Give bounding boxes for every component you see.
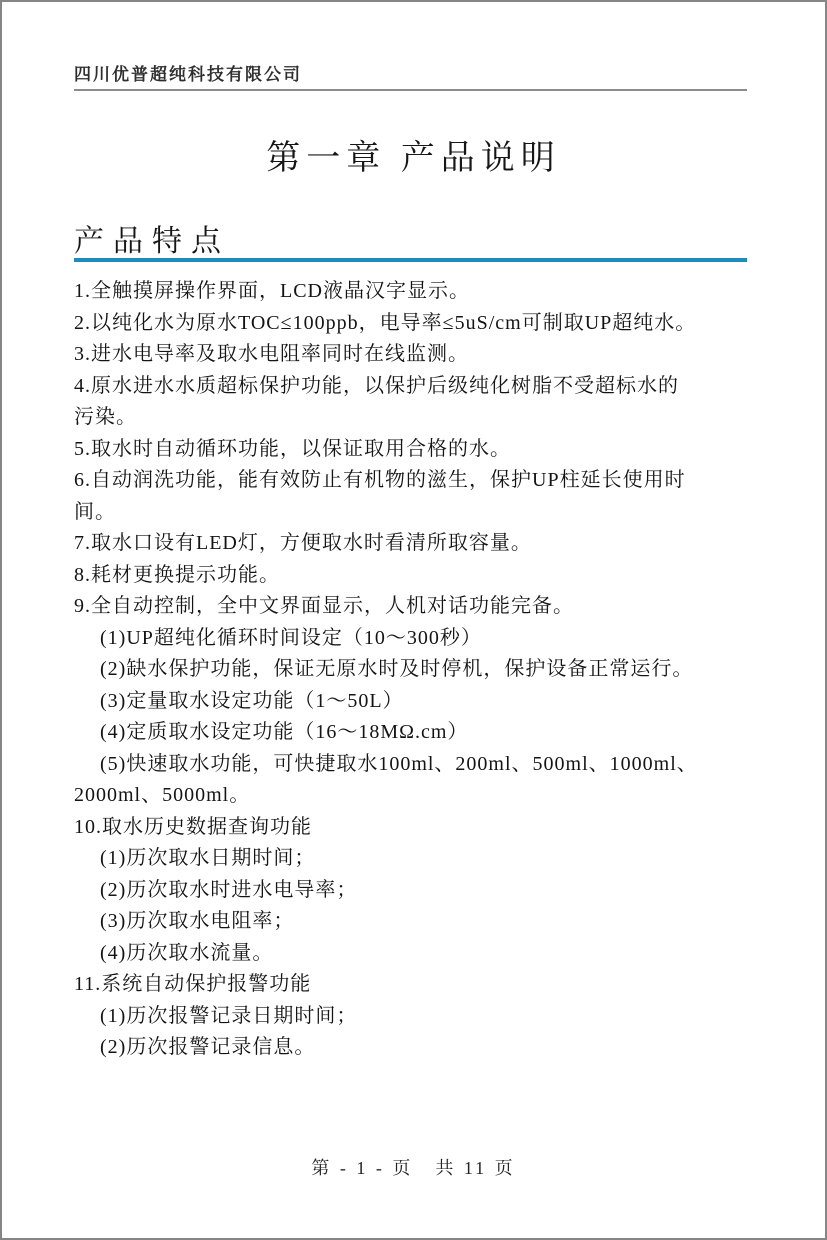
page-footer [2, 1154, 825, 1180]
feature-line: (1)历次报警记录日期时间； [100, 1004, 358, 1027]
page-total: 共 11 页 [435, 1158, 516, 1178]
feature-line: (2)历次报警记录信息。 [100, 1036, 316, 1058]
feature-line: 7.取水口设有LED灯，方便取水时看清所取容量。 [74, 532, 532, 554]
feature-line: 8.耗材更换提示功能。 [74, 563, 280, 586]
feature-line: 2.以纯化水为原水TOC≤100ppb，电导率≤5uS/cm可制取UP超纯水。 [74, 311, 697, 334]
feature-line: (2)缺水保护功能，保证无原水时及时停机，保护设备正常运行。 [100, 658, 694, 680]
feature-line: (3)定量取水设定功能（1～50L） [100, 689, 404, 712]
feature-line: (5)快速取水功能，可快捷取水100ml、200ml、500ml、1000ml、 [100, 752, 698, 775]
feature-line: 2000ml、5000ml。 [74, 784, 251, 806]
feature-line: (1)UP超纯化循环时间设定（10～300秒） [100, 626, 482, 649]
feature-line: 3.进水电导率及取水电阻率同时在线监测。 [74, 343, 469, 365]
feature-line: 11.系统自动保护报警功能 [74, 973, 312, 995]
section-heading: 产品特点 [74, 225, 230, 258]
feature-line: 4.原水进水水质超标保护功能，以保护后级纯化树脂不受超标水的 [74, 374, 679, 397]
header-rule [74, 89, 747, 91]
company-name: 四川优普超纯科技有限公司 [74, 65, 302, 84]
feature-line: (3)历次取水电阻率； [100, 910, 295, 932]
section-underline [74, 258, 747, 262]
feature-line: (2)历次取水时进水电导率； [100, 878, 358, 901]
feature-line: (4)定质取水设定功能（16～18MΩ.cm） [100, 721, 469, 743]
feature-list [74, 276, 758, 1064]
feature-line: (1)历次取水日期时间； [100, 847, 316, 869]
feature-line: 1.全触摸屏操作界面，LCD液晶汉字显示。 [74, 280, 470, 302]
page-number: 第 - 1 - 页 [311, 1158, 414, 1178]
feature-line: 5.取水时自动循环功能，以保证取用合格的水。 [74, 437, 511, 460]
feature-line: (4)历次取水流量。 [100, 941, 274, 964]
feature-line: 间。 [74, 500, 116, 523]
feature-line: 10.取水历史数据查询功能 [74, 815, 312, 838]
feature-line: 9.全自动控制，全中文界面显示，人机对话功能完备。 [74, 595, 574, 617]
feature-line: 污染。 [74, 406, 137, 428]
feature-line: 6.自动润洗功能，能有效防止有机物的滋生，保护UP柱延长使用时 [74, 469, 686, 491]
chapter-title: 第一章 产品说明 [266, 140, 561, 177]
